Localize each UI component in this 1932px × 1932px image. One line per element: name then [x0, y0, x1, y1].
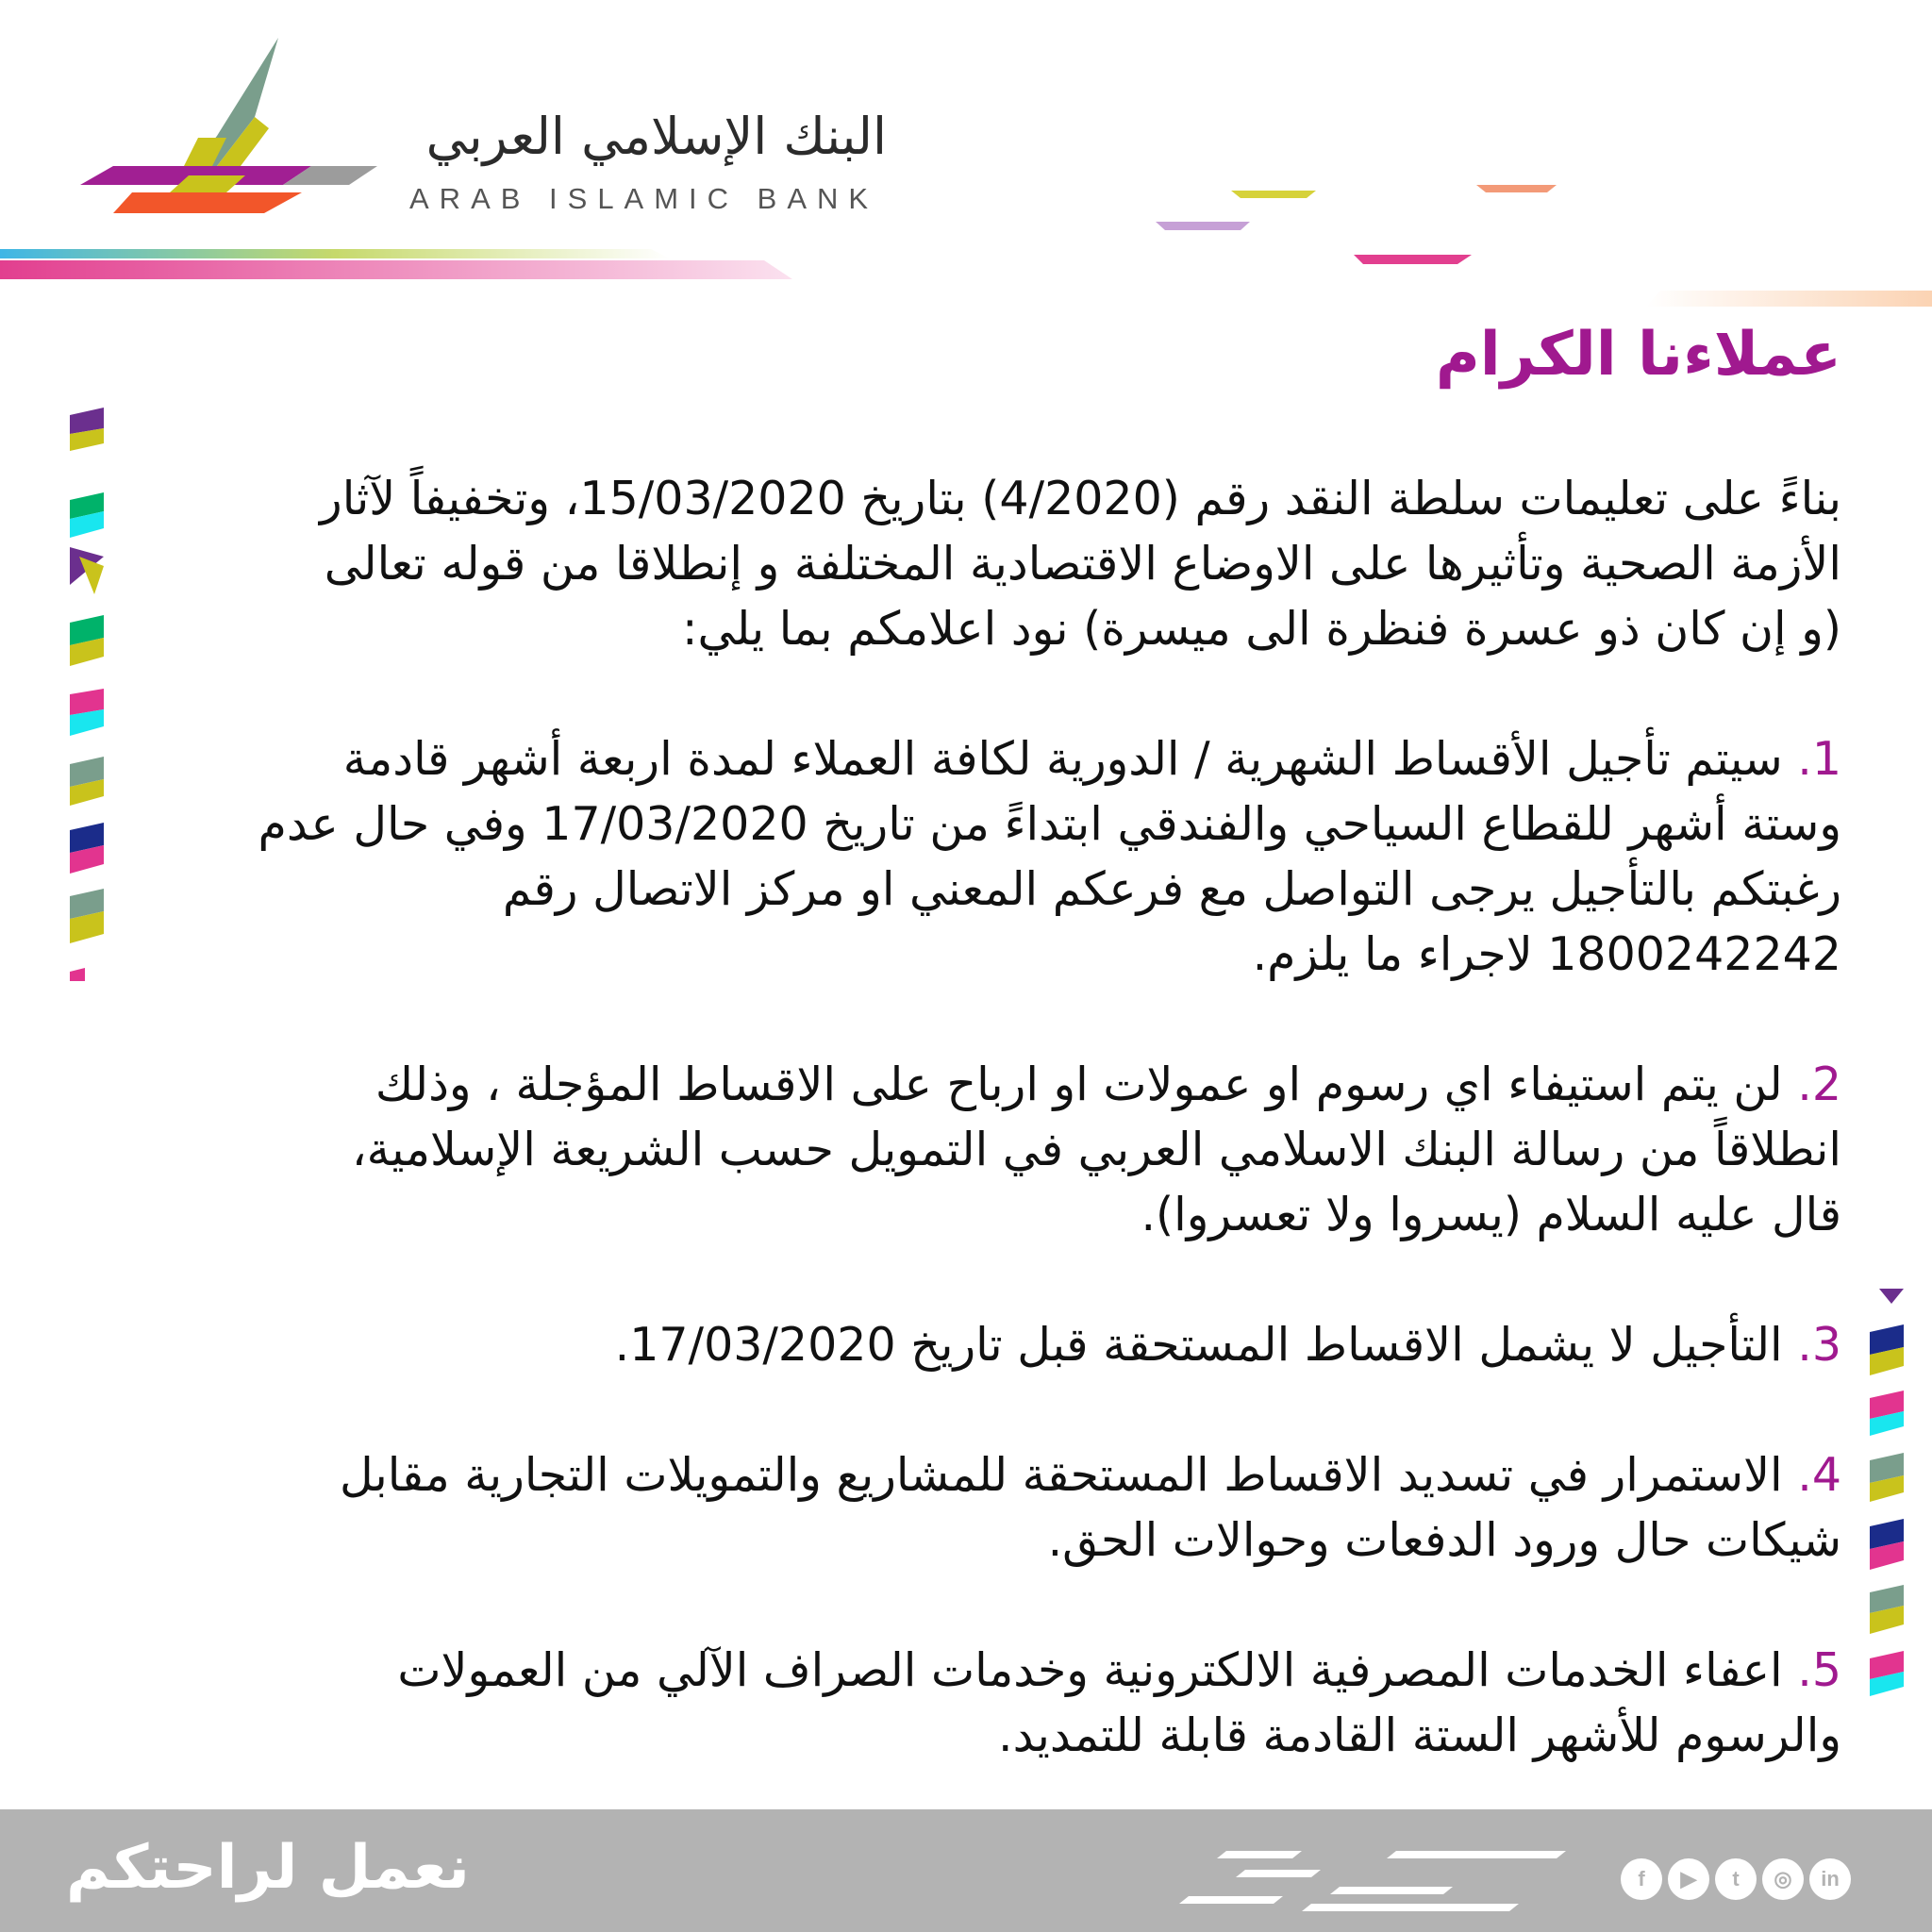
- footer-slogan: نعمل لراحتكم: [66, 1833, 470, 1903]
- item-line: وستة أشهر للقطاع السياحي والفندقي ابتداءً من تاريخ 17/03/2020 وفي حال عدم: [258, 797, 1841, 851]
- item-number: 2.: [1797, 1058, 1841, 1111]
- item-number: 4.: [1797, 1448, 1841, 1502]
- item-line: اعفاء الخدمات المصرفية الالكترونية وخدمات الصراف الآلي من العمولات: [397, 1643, 1783, 1697]
- list-item-4: [87, 1442, 1841, 1573]
- item-line: رغبتكم بالتأجيل يرجى التواصل مع فرعكم المعني او مركز الاتصال رقم: [502, 862, 1841, 916]
- intro-line: بناءً على تعليمات سلطة النقد رقم (4/2020) بتاريخ 15/03/2020، وتخفيفاً لآثار: [320, 472, 1841, 525]
- youtube-icon[interactable]: ▶: [1668, 1858, 1709, 1900]
- announcement-body: [87, 466, 1841, 1768]
- item-line: شيكات حال ورود الدفعات وحوالات الحق.: [1047, 1513, 1841, 1567]
- list-item-1: [87, 726, 1841, 987]
- item-number: 1.: [1797, 732, 1841, 786]
- item-line: لن يتم استيفاء اي رسوم او عمولات او ارباح على الاقساط المؤجلة ، وذلك: [375, 1058, 1783, 1111]
- list-item-5: [87, 1638, 1841, 1768]
- item-number: 3.: [1797, 1318, 1841, 1372]
- list-item-2: [87, 1052, 1841, 1247]
- item-number: 5.: [1797, 1643, 1841, 1697]
- item-line: والرسوم للأشهر الستة القادمة قابلة للتمديد.: [998, 1708, 1841, 1762]
- intro-paragraph: [87, 466, 1841, 661]
- list-item-3: [87, 1312, 1841, 1377]
- linkedin-icon[interactable]: in: [1809, 1858, 1851, 1900]
- left-decorative-pattern: [66, 406, 111, 981]
- intro-line: (و إن كان ذو عسرة فنظرة الى ميسرة) نود اعلامكم بما يلي:: [681, 602, 1841, 656]
- right-decorative-pattern: [1866, 1285, 1911, 1700]
- logo-arabic-text: البنك الإسلامي العربي: [425, 107, 887, 166]
- page-title: عملاءنا الكرام: [1435, 320, 1841, 390]
- item-line: انطلاقاً من رسالة البنك الاسلامي العربي في التمويل حسب الشريعة الإسلامية،: [351, 1123, 1841, 1176]
- logo-english-text: ARAB ISLAMIC BANK: [409, 182, 879, 215]
- intro-line: الأزمة الصحية وتأثيرها على الاوضاع الاقتصادية المختلفة و إنطلاقا من قوله تعالى: [324, 537, 1841, 591]
- instagram-icon[interactable]: ◎: [1762, 1858, 1804, 1900]
- item-line: التأجيل لا يشمل الاقساط المستحقة قبل تاريخ 17/03/2020.: [614, 1318, 1783, 1372]
- item-line: 1800242242 لاجراء ما يلزم.: [1252, 927, 1841, 981]
- social-icons: [1621, 1858, 1866, 1904]
- facebook-icon[interactable]: f: [1621, 1858, 1662, 1900]
- item-line: الاستمرار في تسديد الاقساط المستحقة للمشاريع والتمويلات التجارية مقابل: [340, 1448, 1783, 1502]
- twitter-icon[interactable]: t: [1715, 1858, 1757, 1900]
- header-decorative-stripes: [0, 170, 1932, 321]
- footer-decorative-stripes: [1151, 1849, 1575, 1915]
- item-line: سيتم تأجيل الأقساط الشهرية / الدورية لكافة العملاء لمدة اربعة أشهر قادمة: [342, 732, 1783, 786]
- item-line: قال عليه السلام (يسروا ولا تعسروا).: [1141, 1188, 1841, 1241]
